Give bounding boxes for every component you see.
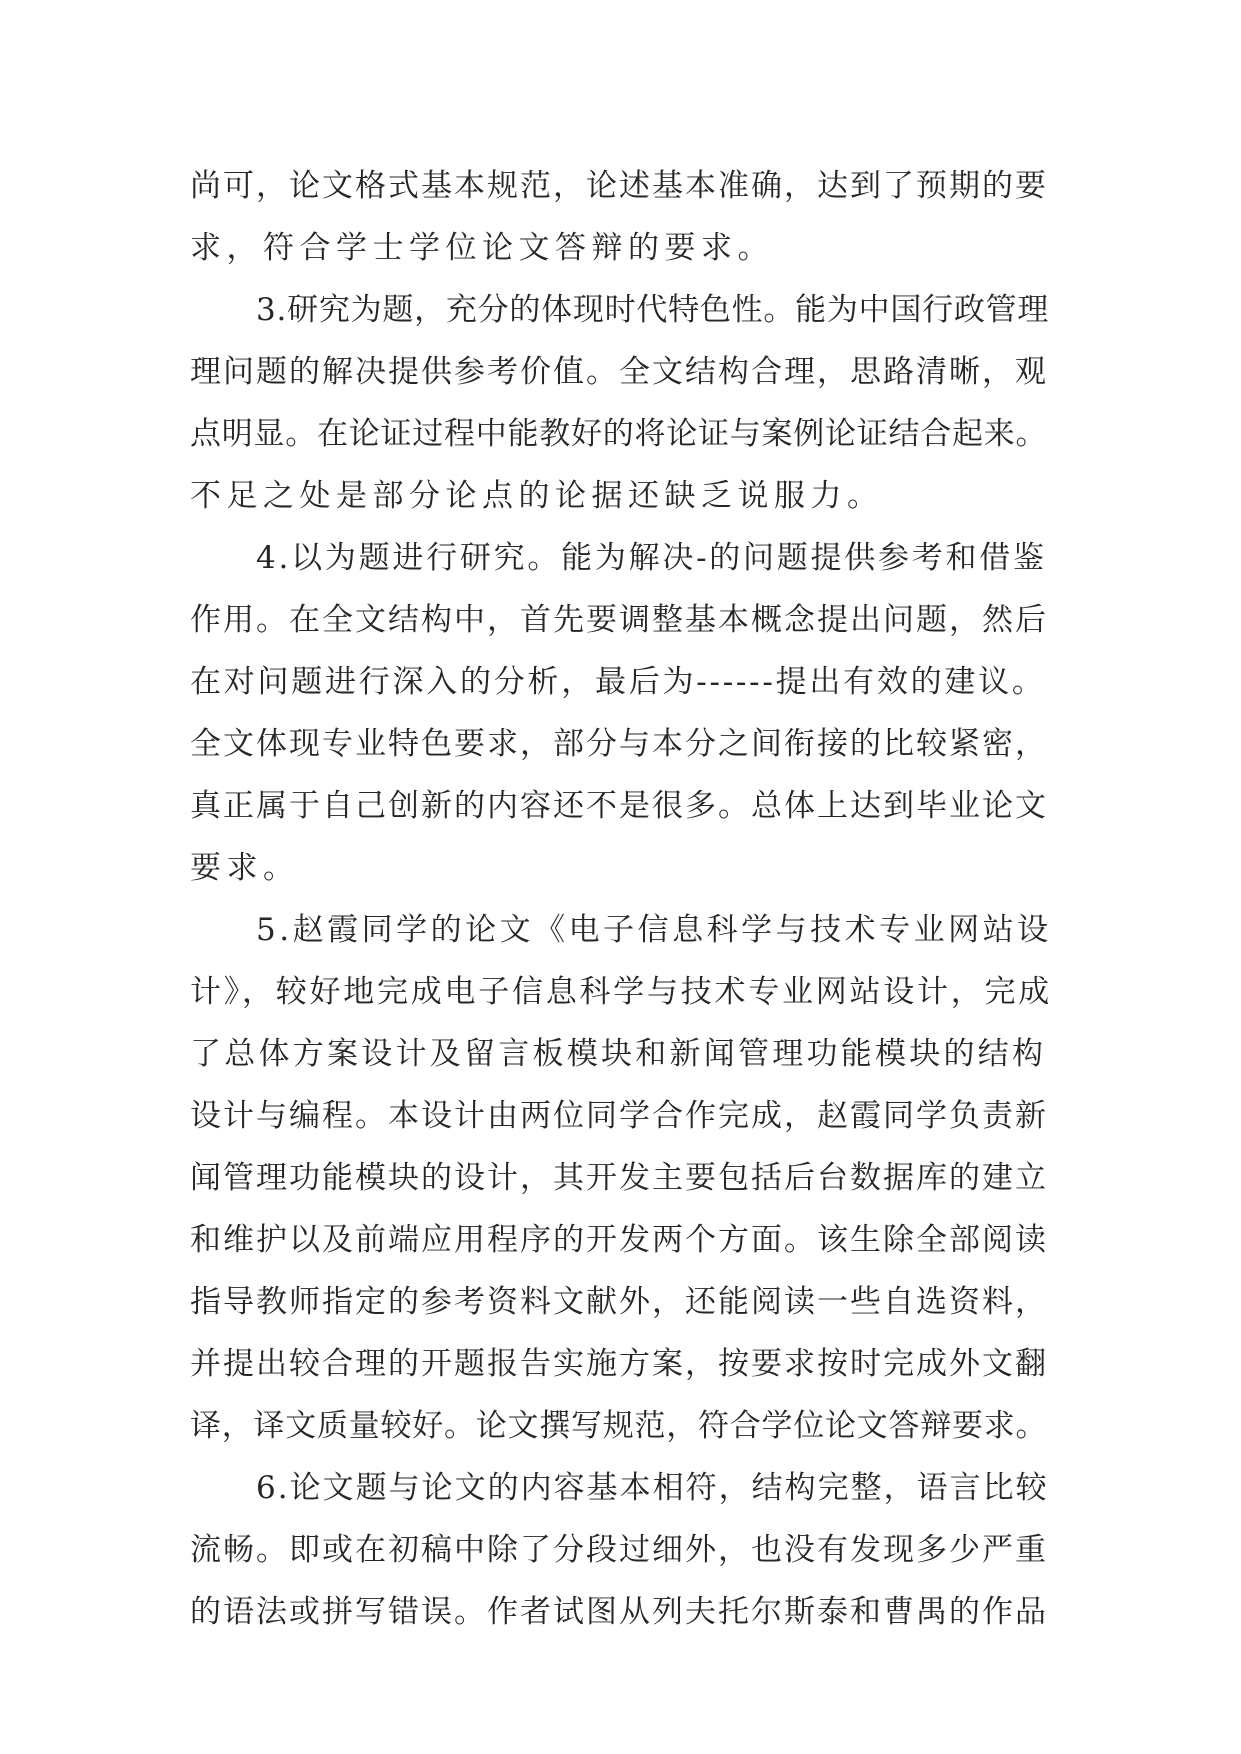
text-line: 点明显。在论证过程中能教好的将论证与案例论证结合起来。 (190, 416, 1048, 452)
text-line: 不足之处是部分论点的论据还缺乏说服力。 (190, 478, 884, 514)
paragraph-5-start: 5.赵霞同学的论文《电子信息科学与技术专业网站设 (256, 912, 1052, 948)
paragraph-3-start: 3.研究为题，充分的体现时代特色性。能为中国行政管理 (256, 292, 1050, 328)
text-line: 指导教师指定的参考资料文献外，还能阅读一些自选资料， (190, 1284, 1048, 1320)
text-line: 设计与编程。本设计由两位同学合作完成，赵霞同学负责新 (190, 1098, 1048, 1134)
text-line: 流畅。即或在初稿中除了分段过细外，也没有发现多少严重 (190, 1532, 1048, 1568)
paragraph-4-start: 4.以为题进行研究。能为解决-的问题提供参考和借鉴 (256, 540, 1047, 576)
text-line: 全文体现专业特色要求，部分与本分之间衔接的比较紧密， (190, 726, 1048, 762)
text-line: 闻管理功能模块的设计，其开发主要包括后台数据库的建立 (190, 1160, 1048, 1196)
text-line: 真正属于自己创新的内容还不是很多。总体上达到毕业论文 (190, 788, 1048, 824)
paragraph-6-start: 6.论文题与论文的内容基本相符，结构完整，语言比较 (256, 1470, 1049, 1506)
text-line: 并提出较合理的开题报告实施方案，按要求按时完成外文翻 (190, 1346, 1048, 1382)
text-line: 尚可，论文格式基本规范，论述基本准确，达到了预期的要 (190, 168, 1048, 204)
text-line: 要求。 (190, 850, 300, 886)
text-line: 理问题的解决提供参考价值。全文结构合理，思路清晰，观 (190, 354, 1048, 390)
text-line: 在对问题进行深入的分析，最后为------提出有效的建议。 (190, 664, 1046, 700)
text-line: 计》，较好地完成电子信息科学与技术专业网站设计，完成 (190, 974, 1052, 1010)
text-line: 的语法或拼写错误。作者试图从列夫托尔斯泰和曹禺的作品 (190, 1594, 1048, 1630)
text-line: 和维护以及前端应用程序的开发两个方面。该生除全部阅读 (190, 1222, 1048, 1258)
text-line: 求，符合学士学位论文答辩的要求。 (190, 230, 774, 266)
text-line: 了总体方案设计及留言板模块和新闻管理功能模块的结构 (190, 1036, 1047, 1072)
text-line: 作用。在全文结构中，首先要调整基本概念提出问题，然后 (190, 602, 1048, 638)
text-line: 译，译文质量较好。论文撰写规范，符合学位论文答辩要求。 (190, 1408, 1048, 1444)
